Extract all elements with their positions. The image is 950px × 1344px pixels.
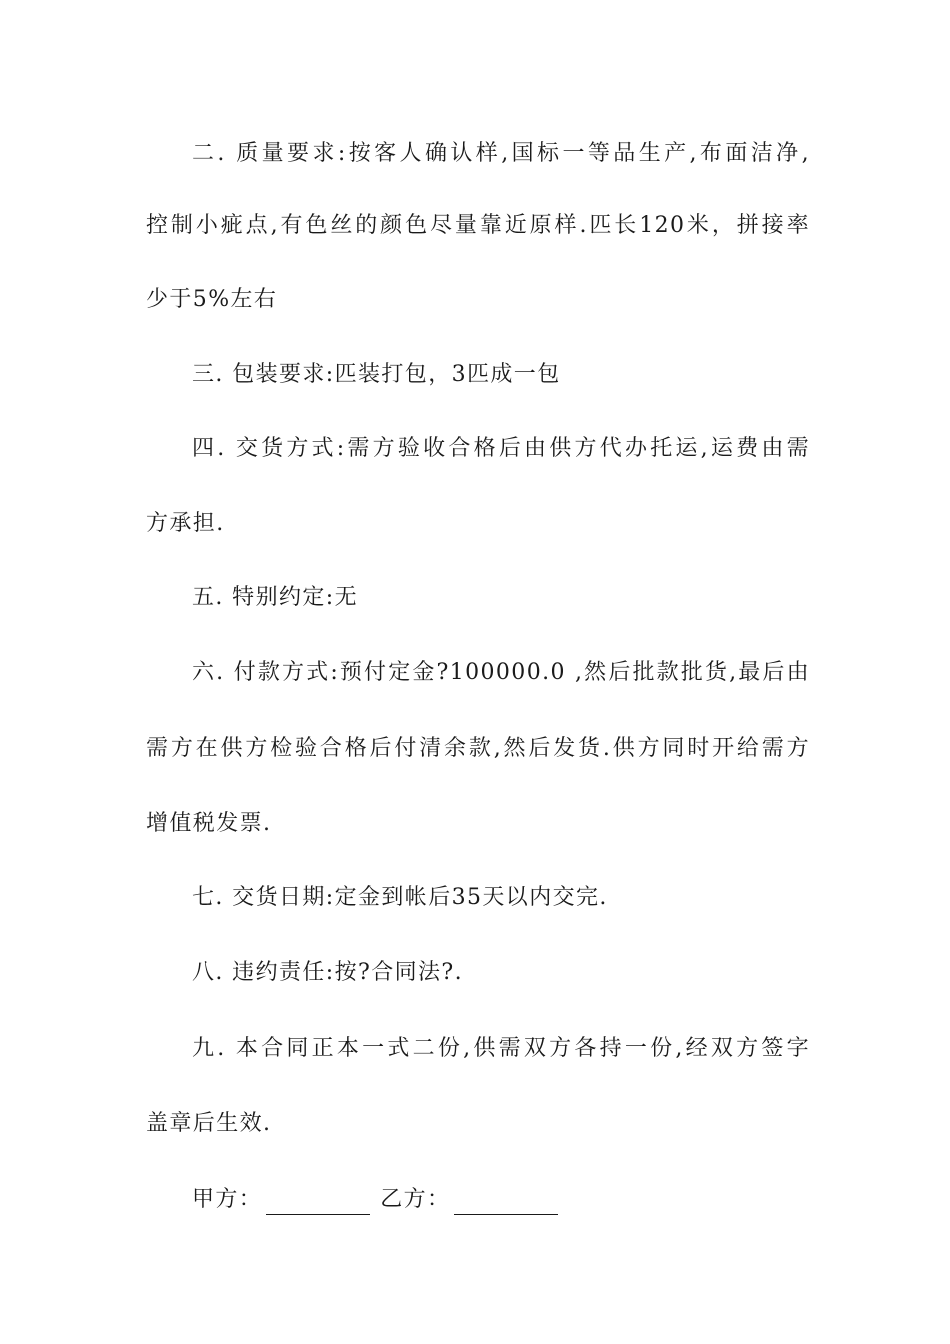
clause-6-line-2: 需方在供方检验合格后付清余款,然后发货.供方同时开给需方 [146,736,810,761]
clause-2-line-3: 少于5%左右 [146,287,278,312]
clause-8-line-1: 八. 违约责任:按?合同法?. [192,960,463,985]
clause-2-line-2: 控制小疵点,有色丝的颜色尽量靠近原样.匹长120米，拼接率 [146,213,810,238]
party-a-signature-blank[interactable] [266,1192,370,1215]
clause-5-line-1: 五. 特别约定:无 [192,585,358,610]
clause-7-line-1: 七. 交货日期:定金到帐后35天以内交完. [192,885,608,910]
signature-row [192,1185,568,1215]
clause-9-line-1: 九. 本合同正本一式二份,供需双方各持一份,经双方签字 [192,1036,810,1061]
party-b-label: 乙方： [380,1187,451,1212]
clause-6-line-3: 增值税发票. [146,811,272,836]
party-a-label: 甲方： [192,1187,263,1212]
clause-9-line-2: 盖章后生效. [146,1111,272,1136]
clause-6-line-1: 六. 付款方式:预付定金?100000.0 ,然后批款批货,最后由 [192,660,810,685]
clause-4-line-1: 四. 交货方式:需方验收合格后由供方代办托运,运费由需 [192,436,810,461]
clause-3-line-1: 三. 包装要求:匹装打包，3匹成一包 [192,362,561,387]
clause-4-line-2: 方承担. [146,511,225,536]
clause-2-line-1: 二. 质量要求:按客人确认样,国标一等品生产,布面洁净, [192,141,810,166]
party-b-signature-blank[interactable] [454,1192,558,1215]
